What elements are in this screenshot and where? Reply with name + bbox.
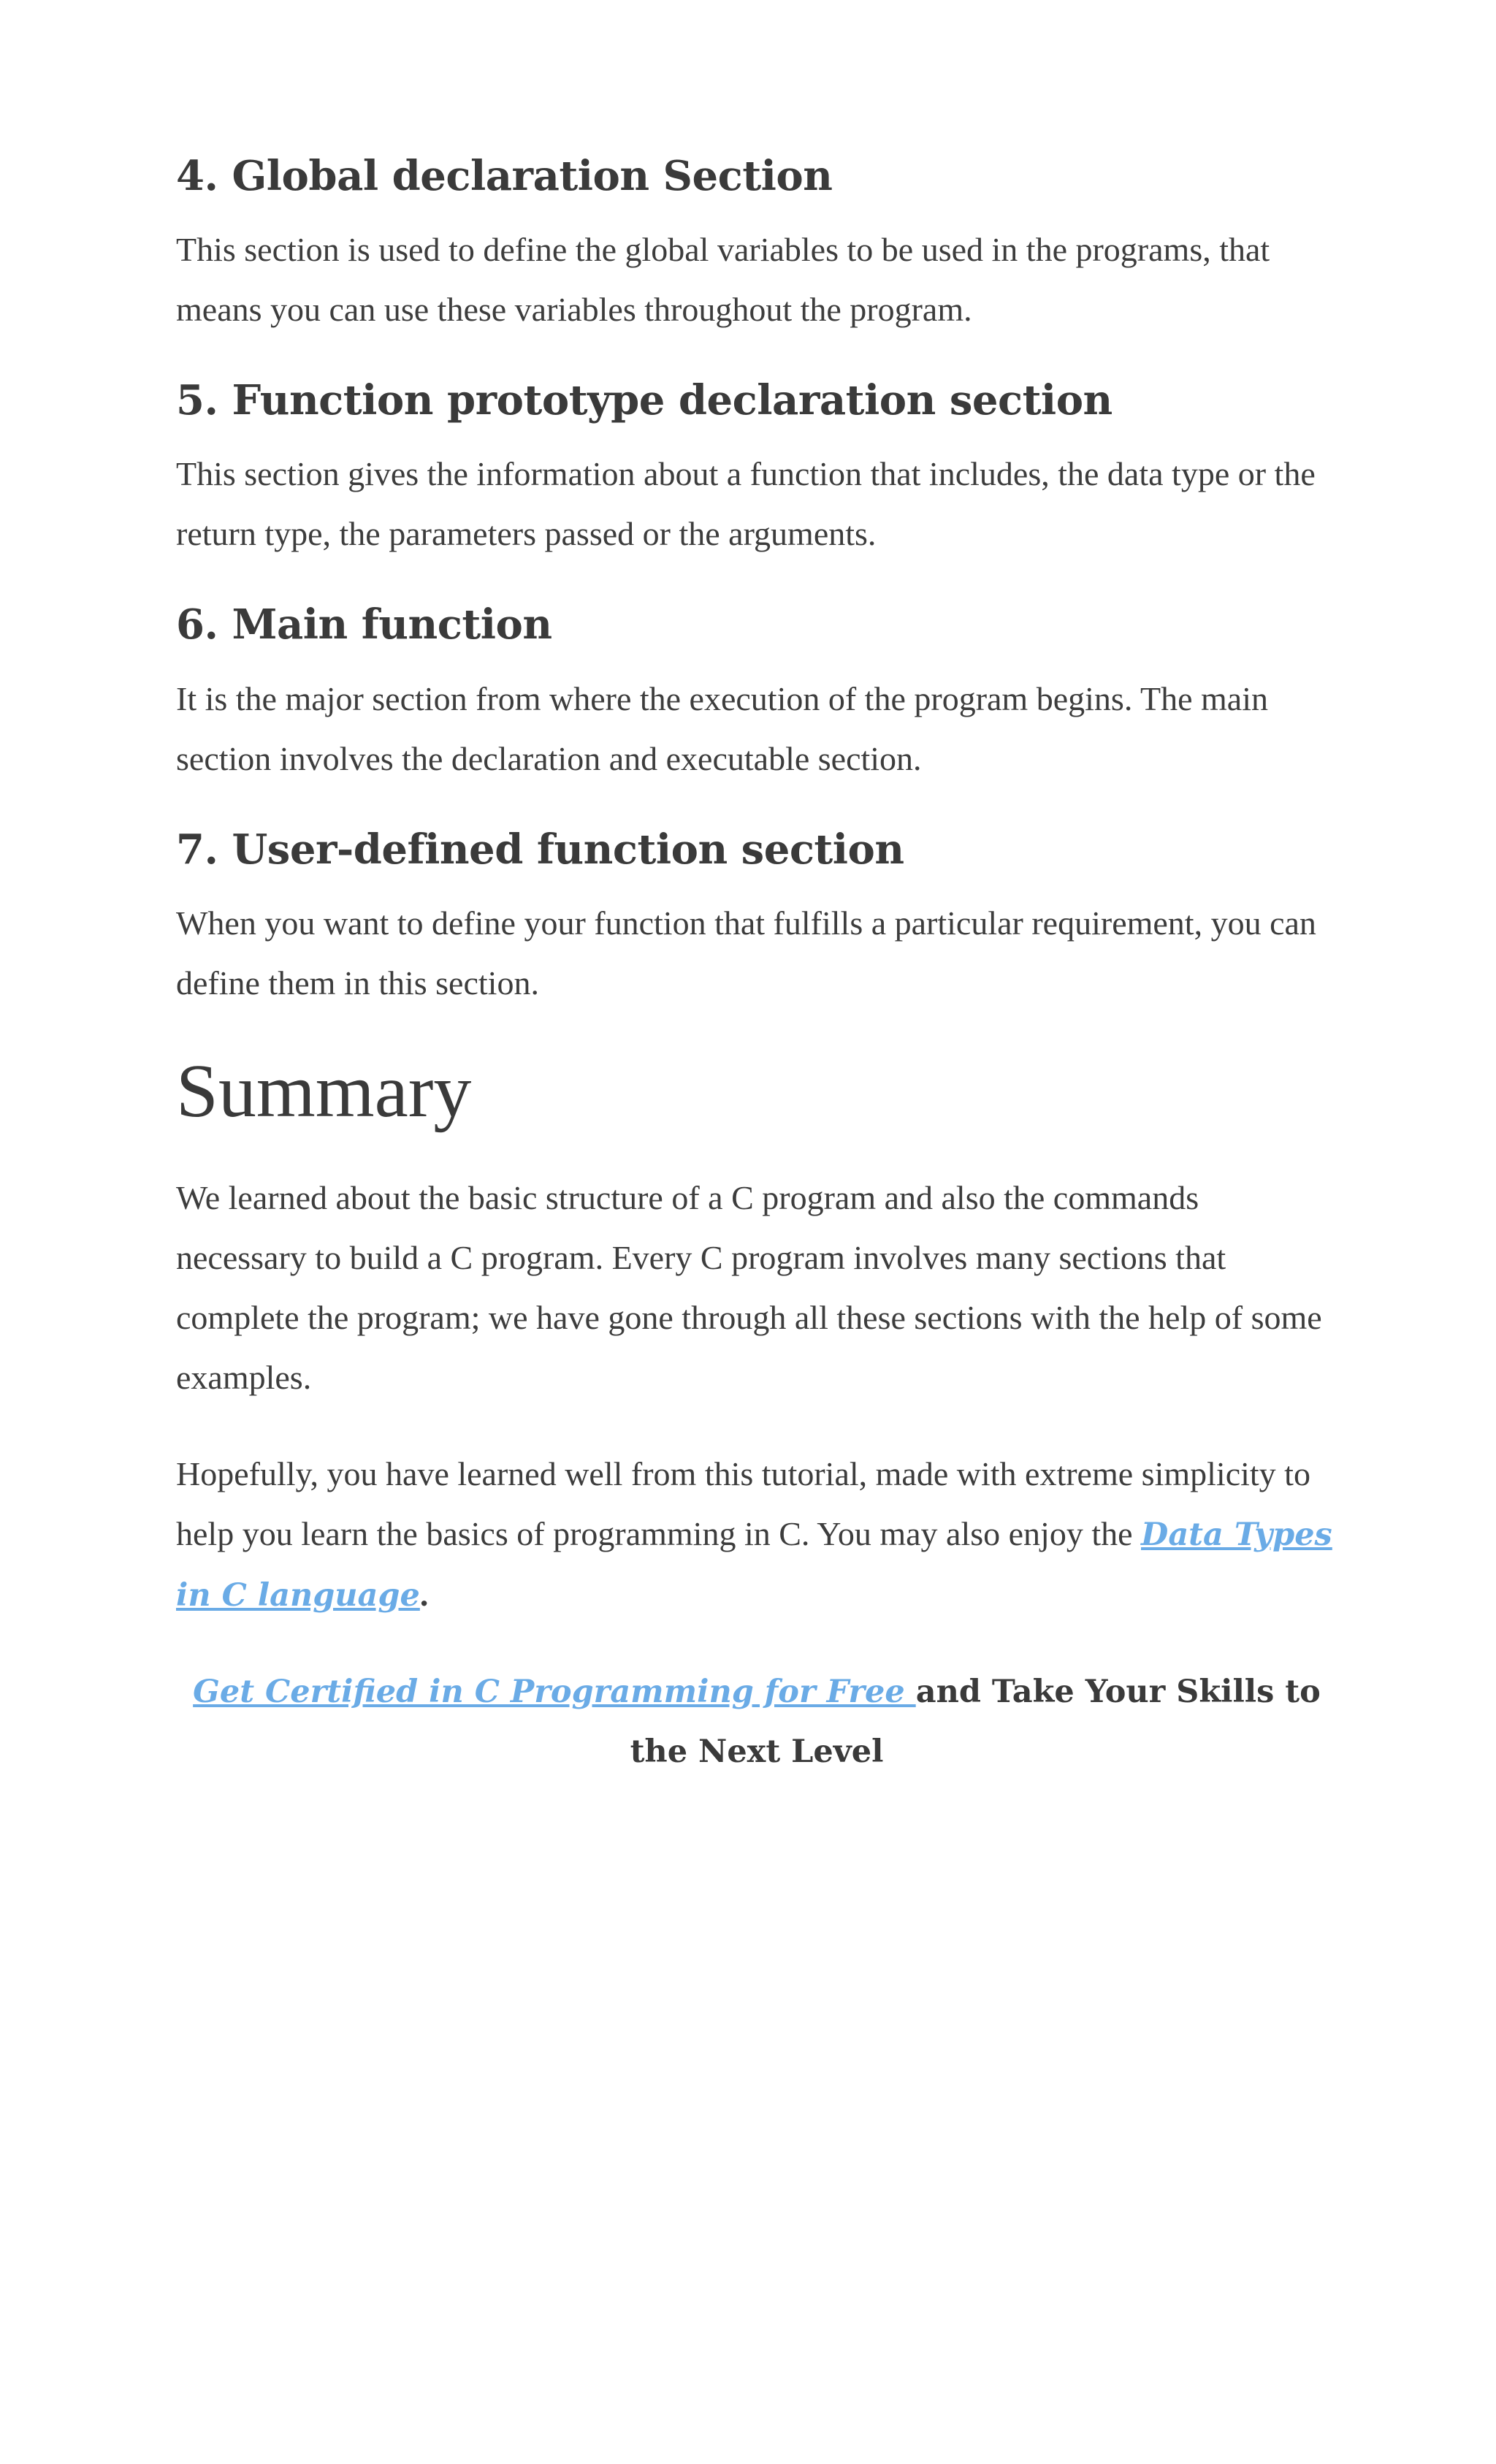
section-text-function-prototype: This section gives the information about a function that includes, the data type or the return type, the parameters passed or the arguments. [176,455,1316,553]
cta-rest-text: and Take Your Skills to the Next Level [630,1674,1321,1771]
summary-heading: Summary [176,1048,472,1133]
get-certified-link[interactable]: Get Certified in C Programming for Free [193,1674,916,1711]
section-heading-global-declaration: 4. Global declaration Section [176,152,833,200]
section-text-user-defined-function: When you want to define your function that fulfills a particular requirement, you can define them in this section. [176,904,1316,1002]
section-text-main-function: It is the major section from where the execution of the program begins. The main section involves the declaration and executable section. [176,679,1268,777]
data-types-link[interactable]: Data Types in C language [176,1517,1332,1614]
section-text-global-declaration: This section is used to define the global variables to be used in the programs, that means you can use these variables throughout the program. [176,231,1270,329]
certification-cta [176,1662,1337,1782]
summary-paragraph-prefix: Hopefully, you have learned well from this tutorial, made with extreme simplicity to help you learn the basics of programming in C. You may also enjoy the [176,1455,1310,1553]
section-heading-main-function: 6. Main function [176,600,552,649]
summary-paragraph: We learned about the basic structure of a C program and also the commands necessary to build a C program. Every C program involves many sections that complete the program; we have gone through all these sections with the help of some examples. [176,1179,1322,1397]
summary-paragraph-suffix: . [419,1576,429,1614]
article-content [176,152,1337,1782]
summary-paragraph-with-link [176,1444,1337,1625]
section-heading-function-prototype: 5. Function prototype declaration section [176,376,1113,425]
section-heading-user-defined-function: 7. User-defined function section [176,825,904,874]
